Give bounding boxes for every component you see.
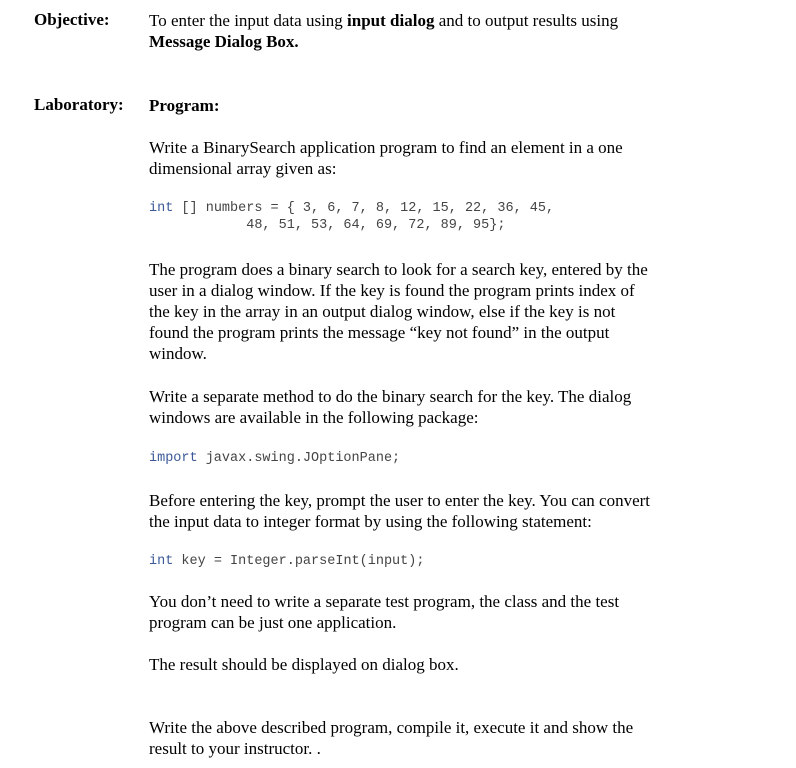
intro-paragraph: Write a BinarySearch application program to find an element in a one dimensional array given as: [149,138,623,178]
laboratory-label: Laboratory: [34,95,124,114]
code-keyword: int [149,554,174,569]
prompt-paragraph: Before entering the key, prompt the user to enter the key. You can convert the input data to integer format by using the following statement: [149,491,651,531]
message-dialog-term: Message Dialog Box. [149,32,299,51]
objective-text: To enter the input data using input dialog and to output results using Message Dialog Box. [149,11,619,51]
objective-label: Objective: [34,10,110,29]
code-keyword: import [149,451,198,466]
array-code-block: int [] numbers = { 3, 6, 7, 8, 12, 15, 22, 36, 45, 48, 51, 53, 64, 69, 72, 89, 95}; [149,201,555,233]
parse-code-line: int key = Integer.parseInt(input); [149,554,425,569]
single-program-paragraph: You don’t need to write a separate test program, the class and the test program can be just one application. [149,592,620,632]
result-paragraph: The result should be displayed on dialog box. [149,655,459,674]
final-instruction-paragraph: Write the above described program, compile it, execute it and show the result to your instructor. . [149,718,634,758]
input-dialog-term: input dialog [347,11,435,30]
program-heading: Program: [149,96,220,115]
description-paragraph: The program does a binary search to look for a search key, entered by the user in a dialog window. If the key is found the program prints index of the key in the array in an output dialog window, else if the key is not found the program prints the message “key not found” in the output window. [149,260,648,363]
import-code-line: import javax.swing.JOptionPane; [149,451,401,466]
code-keyword: int [149,201,174,216]
method-paragraph: Write a separate method to do the binary search for the key. The dialog windows are available in the following package: [149,387,632,427]
